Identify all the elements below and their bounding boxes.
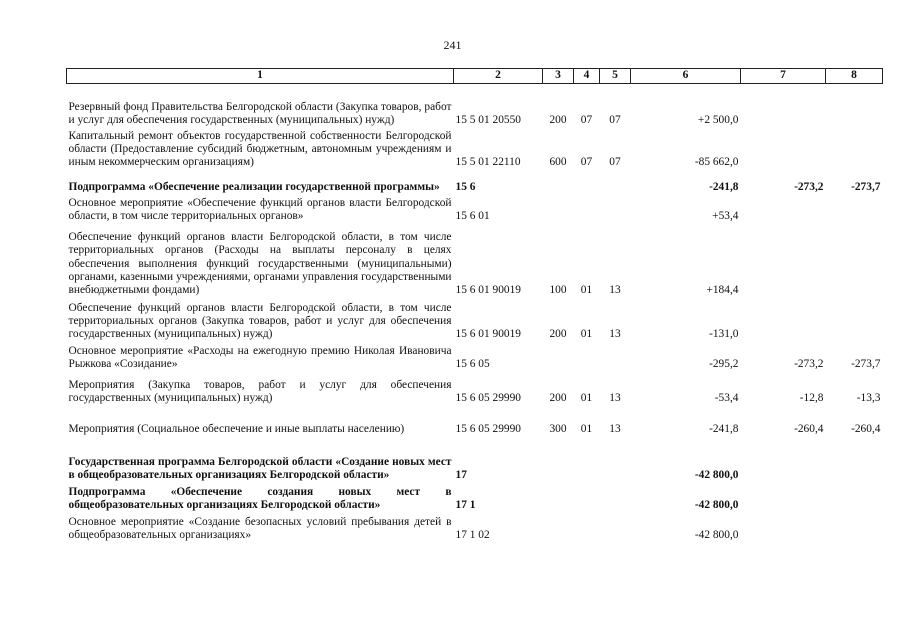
column-header: 1 (67, 69, 454, 84)
table-row (67, 194, 883, 223)
table-row (67, 482, 883, 512)
row-value-3 (826, 436, 883, 482)
row-vr (543, 341, 574, 371)
table-row (67, 405, 883, 436)
table-row (67, 169, 883, 194)
row-name: Мероприятия (Закупка товаров, работ и услуг для обеспечения государственных (муниципальных) нужд) (68, 378, 452, 404)
row-pr: 13 (609, 283, 621, 296)
row-value-2: -260,4 (794, 422, 824, 435)
row-value-2: -273,2 (794, 357, 824, 370)
row-value-2 (741, 128, 826, 170)
table-row (67, 341, 883, 371)
table-row (67, 128, 883, 170)
row-value-1: +184,4 (706, 283, 739, 296)
row-name: Подпрограмма «Обеспечение реализации государственной программы» (68, 180, 440, 193)
row-vr: 200 (549, 114, 567, 127)
row-code: 17 (455, 468, 467, 481)
row-value-2 (741, 194, 826, 223)
row-name: Подпрограмма «Обеспечение создания новых мест в общеобразовательных организациях Белгородской области» (68, 485, 452, 511)
row-value-2: -12,8 (799, 391, 824, 404)
row-value-2 (741, 482, 826, 512)
row-rz (574, 436, 600, 482)
row-value-3: -260,4 (851, 422, 881, 435)
row-value-3 (826, 84, 883, 128)
table-row (67, 371, 883, 405)
row-name: Обеспечение функций органов власти Белгородской области, в том числе территориальных органов (Расходы на выплаты персоналу в целях обеспечения выполнения функций государственными (муниципальными) органами, казенными учреждениями, органами управления государственными внебюджетными фондами) (68, 231, 452, 296)
column-header: 6 (631, 69, 741, 84)
table-row (67, 512, 883, 542)
row-value-2: -273,2 (794, 180, 824, 193)
row-value-1: -241,8 (709, 422, 739, 435)
row-code: 15 6 05 29990 (455, 422, 521, 435)
row-pr (600, 194, 631, 223)
row-value-1: +2 500,0 (697, 114, 739, 127)
row-name: Капитальный ремонт объектов государственной собственности Белгородской области (Предоставление субсидий бюджетным, автономным учреждениям и иным некоммерческим организациям) (68, 129, 452, 168)
row-code: 15 5 01 20550 (455, 114, 521, 127)
row-pr (600, 169, 631, 194)
row-pr: 07 (609, 114, 621, 127)
row-rz (574, 194, 600, 223)
row-value-3: -273,7 (851, 357, 881, 370)
column-header: 5 (600, 69, 631, 84)
budget-table (66, 68, 883, 542)
row-rz: 01 (580, 327, 593, 340)
row-value-1: +53,4 (712, 209, 739, 222)
row-code: 15 6 01 (455, 209, 490, 222)
table-row (67, 436, 883, 482)
row-value-2 (741, 223, 826, 297)
row-rz: 01 (580, 283, 593, 296)
row-pr (600, 436, 631, 482)
row-value-2 (741, 84, 826, 128)
row-vr: 200 (549, 327, 567, 340)
row-name: Основное мероприятие «Обеспечение функций органов власти Белгородской области, в том числе территориальных органов» (68, 196, 452, 222)
row-vr: 300 (549, 422, 567, 435)
row-code: 17 1 (455, 498, 476, 511)
row-value-3 (826, 512, 883, 542)
row-pr: 13 (609, 422, 621, 435)
row-name: Основное мероприятие «Расходы на ежегодную премию Николая Ивановича Рыжкова «Созидание» (68, 344, 452, 370)
row-pr (600, 512, 631, 542)
page-number: 241 (443, 38, 462, 52)
row-rz (574, 482, 600, 512)
row-rz: 07 (580, 155, 593, 168)
row-value-3 (826, 482, 883, 512)
row-code: 15 6 (455, 180, 476, 193)
row-value-1: -241,8 (709, 180, 739, 193)
row-value-1: -53,4 (714, 391, 739, 404)
row-vr (543, 482, 574, 512)
row-rz (574, 169, 600, 194)
row-vr (543, 169, 574, 194)
row-pr (600, 482, 631, 512)
row-value-1: -42 800,0 (694, 468, 739, 481)
row-rz: 07 (580, 114, 593, 127)
row-name: Резервный фонд Правительства Белгородской области (Закупка товаров, работ и услуг для обеспечения государственных (муниципальных) нужд) (68, 101, 452, 127)
row-value-3: -273,7 (851, 180, 881, 193)
row-vr (543, 436, 574, 482)
row-value-1: -131,0 (709, 327, 739, 340)
row-rz: 01 (580, 422, 593, 435)
row-code: 15 6 05 29990 (455, 391, 521, 404)
row-value-3 (826, 297, 883, 341)
row-code: 15 6 05 (455, 357, 490, 370)
column-header: 7 (741, 69, 826, 84)
row-value-1: -42 800,0 (694, 528, 739, 541)
column-header: 2 (454, 69, 543, 84)
row-value-3 (826, 223, 883, 297)
table-body (67, 84, 883, 543)
row-rz (574, 341, 600, 371)
row-pr: 07 (609, 155, 621, 168)
table-row (67, 223, 883, 297)
column-header: 3 (543, 69, 574, 84)
row-vr: 200 (549, 391, 567, 404)
row-name: Мероприятия (Социальное обеспечение и иные выплаты населению) (68, 422, 405, 435)
table-row (67, 84, 883, 128)
row-code: 17 1 02 (455, 528, 490, 541)
row-code: 15 5 01 22110 (455, 155, 521, 168)
row-rz: 01 (580, 391, 593, 404)
row-value-3 (826, 128, 883, 170)
row-value-1: -85 662,0 (694, 155, 739, 168)
row-value-1: -295,2 (709, 357, 739, 370)
row-vr: 100 (549, 283, 567, 296)
row-vr (543, 512, 574, 542)
row-code: 15 6 01 90019 (455, 283, 521, 296)
row-vr: 600 (549, 155, 567, 168)
row-value-2 (741, 436, 826, 482)
row-pr (600, 341, 631, 371)
column-header: 4 (574, 69, 600, 84)
row-name: Обеспечение функций органов власти Белгородской области, в том числе территориальных органов (Закупка товаров, работ и услуг для обеспечения государственных (муниципальных) нужд) (68, 301, 452, 340)
row-name: Основное мероприятие «Создание безопасных условий пребывания детей в общеобразовательных организациях» (68, 515, 452, 541)
row-value-2 (741, 297, 826, 341)
row-vr (543, 194, 574, 223)
table-row (67, 297, 883, 341)
column-header: 8 (826, 69, 883, 84)
row-value-1: -42 800,0 (694, 498, 739, 511)
row-name: Государственная программа Белгородской области «Создание новых мест в общеобразовательных организациях Белгородской области» (68, 455, 452, 481)
row-pr: 13 (609, 391, 621, 404)
row-code: 15 6 01 90019 (455, 327, 521, 340)
row-value-2 (741, 512, 826, 542)
row-value-3 (826, 194, 883, 223)
row-pr: 13 (609, 327, 621, 340)
row-value-3: -13,3 (856, 391, 881, 404)
row-rz (574, 512, 600, 542)
table-header-row (67, 69, 883, 84)
